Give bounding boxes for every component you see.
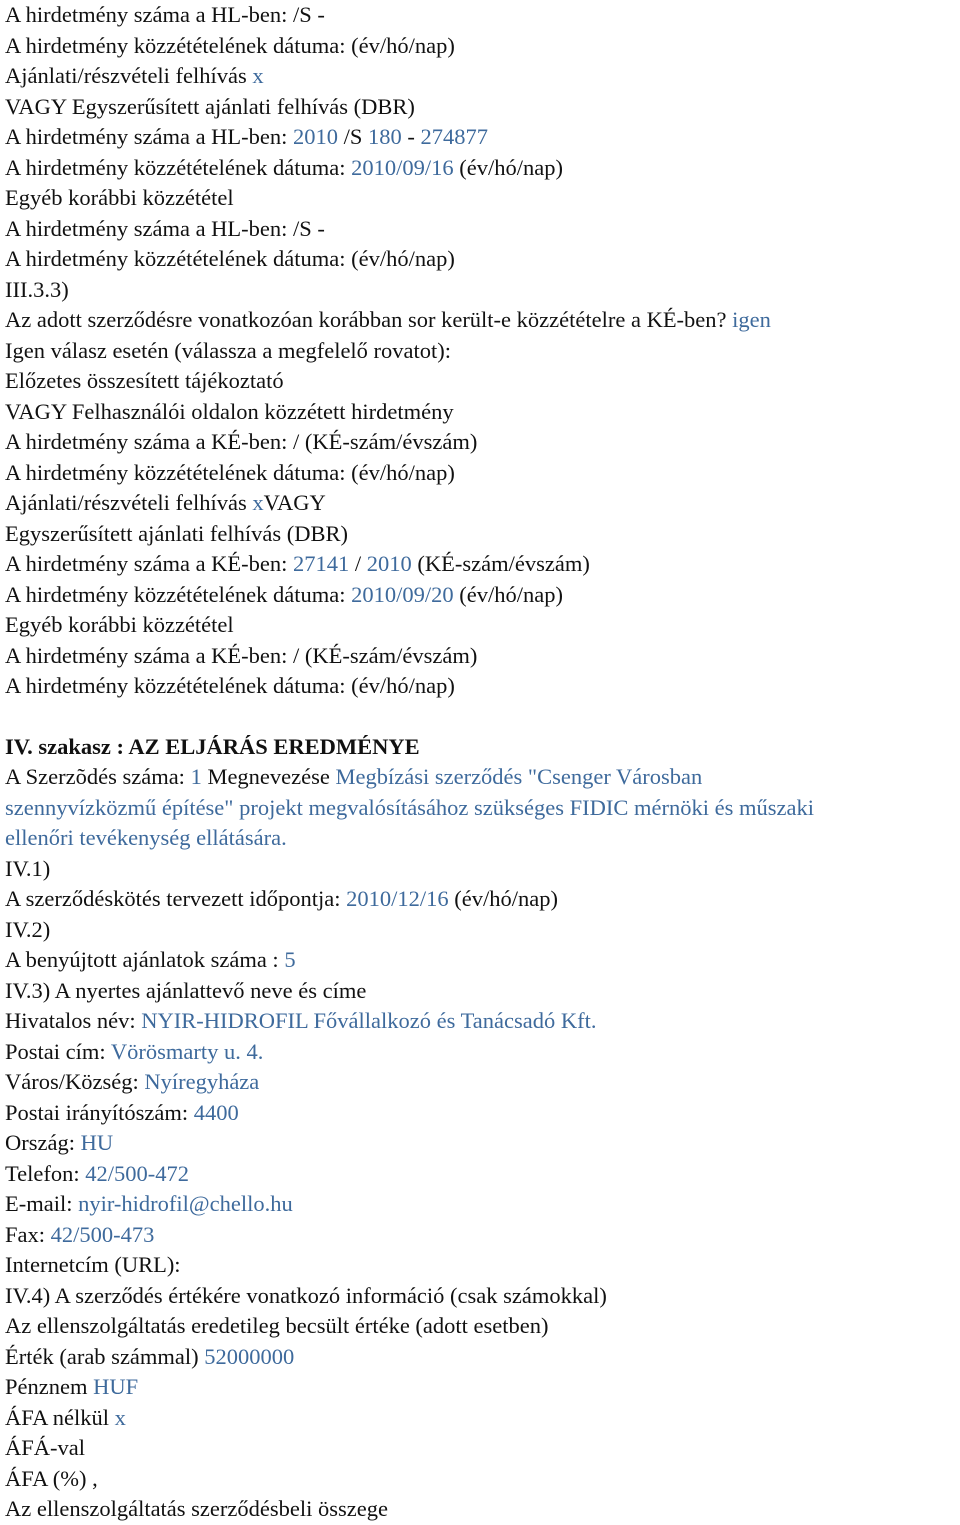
label-text: A hirdetmény száma a KÉ-ben: / (KÉ-szám/évszám) bbox=[5, 642, 478, 668]
label-text: Postai irányítószám: bbox=[5, 1099, 194, 1125]
field-value: 5 bbox=[284, 947, 296, 972]
label-text: Az ellenszolgáltatás eredetileg becsült értéke (adott esetben) bbox=[5, 1313, 549, 1338]
text-line bbox=[5, 549, 960, 580]
text-line bbox=[5, 671, 960, 702]
label-text: VAGY Egyszerűsített ajánlati felhívás (DBR) bbox=[5, 93, 415, 119]
label-text: A hirdetmény száma a HL-ben: /S - bbox=[5, 2, 325, 27]
text-line bbox=[5, 1464, 960, 1495]
field-value: HU bbox=[80, 1130, 114, 1155]
field-value: x bbox=[252, 63, 264, 88]
label-text: A hirdetmény közzétételének dátuma: bbox=[5, 154, 352, 180]
text-line bbox=[5, 366, 960, 397]
field-value: Nyíregyháza bbox=[144, 1069, 260, 1094]
text-line bbox=[5, 183, 960, 214]
section-heading: IV. szakasz : AZ ELJÁRÁS EREDMÉNYE bbox=[5, 733, 420, 759]
label-text: Postai cím: bbox=[5, 1038, 111, 1064]
label-text: Előzetes összesített tájékoztató bbox=[5, 368, 284, 393]
text-line bbox=[5, 1067, 960, 1098]
field-value: x bbox=[252, 490, 264, 515]
label-text: IV.3) A nyertes ajánlattevő neve és címe bbox=[5, 977, 367, 1003]
label-text: Megnevezése bbox=[201, 764, 336, 789]
label-text: (év/hó/nap) bbox=[453, 154, 563, 180]
text-line bbox=[5, 915, 960, 946]
field-value: 2010 bbox=[293, 124, 339, 149]
label-text: VAGY Felhasználói oldalon közzétett hirdetmény bbox=[5, 398, 454, 424]
text-line bbox=[5, 854, 960, 885]
text-line bbox=[5, 884, 960, 915]
text-line bbox=[5, 1403, 960, 1434]
label-text: Egyszerűsített ajánlati felhívás (DBR) bbox=[5, 520, 349, 546]
previous-publications-block bbox=[5, 0, 960, 702]
label-text: A hirdetmény közzétételének dátuma: (év/hó/nap) bbox=[5, 673, 455, 698]
label-text: (KÉ-szám/évszám) bbox=[411, 551, 590, 576]
field-value: 1 bbox=[190, 764, 202, 789]
label-text: E-mail: bbox=[5, 1191, 79, 1216]
text-line bbox=[5, 1189, 960, 1220]
label-text: / bbox=[349, 551, 367, 576]
label-text: A hirdetmény közzétételének dátuma: bbox=[5, 581, 352, 607]
text-line bbox=[5, 336, 960, 367]
text-line bbox=[5, 1037, 960, 1068]
text-line bbox=[5, 1281, 960, 1312]
text-line bbox=[5, 1128, 960, 1159]
field-value: 42/500-472 bbox=[85, 1160, 190, 1186]
label-text: A hirdetmény közzétételének dátuma: (év/hó/nap) bbox=[5, 32, 455, 58]
text-line bbox=[5, 1311, 960, 1342]
label-text: Egyéb korábbi közzététel bbox=[5, 612, 234, 637]
label-text: A hirdetmény száma a HL-ben: /S - bbox=[5, 215, 325, 241]
text-line bbox=[5, 397, 960, 428]
label-text: Az adott szerződésre vonatkozóan korábban sor került-e közzétételre a KÉ-ben? bbox=[5, 307, 733, 332]
label-text: A hirdetmény száma a KÉ-ben: bbox=[5, 551, 294, 576]
field-value: 2010/09/16 bbox=[351, 154, 454, 180]
text-line bbox=[5, 1098, 960, 1129]
label-text: ÁFÁ-val bbox=[5, 1435, 85, 1460]
field-value: igen bbox=[732, 307, 771, 332]
label-text: Internetcím (URL): bbox=[5, 1252, 181, 1277]
label-text: VAGY bbox=[263, 490, 326, 515]
label-text: Telefon: bbox=[5, 1160, 86, 1186]
text-line bbox=[5, 1494, 960, 1525]
label-text: IV.4) A szerződés értékére vonatkozó információ (csak számokkal) bbox=[5, 1282, 607, 1308]
procedure-result-block bbox=[5, 762, 960, 1525]
text-line bbox=[5, 244, 960, 275]
label-text: Pénznem bbox=[5, 1374, 94, 1399]
label-text: Város/Község: bbox=[5, 1069, 145, 1094]
text-line bbox=[5, 762, 960, 793]
text-line bbox=[5, 305, 960, 336]
label-text: A szerződéskötés tervezett időpontja: bbox=[5, 886, 347, 911]
text-line bbox=[5, 427, 960, 458]
field-value: Vörösmarty u. 4. bbox=[110, 1038, 264, 1064]
text-line bbox=[5, 1433, 960, 1464]
label-text: /S bbox=[338, 124, 369, 149]
field-value: 2010 bbox=[366, 551, 412, 576]
text-line bbox=[5, 641, 960, 672]
label-text: ÁFA nélkül bbox=[5, 1404, 115, 1430]
field-value: szennyvízközmű építése" projekt megvalósításához szükséges FIDIC mérnöki és műszaki bbox=[5, 794, 814, 820]
field-value: 274877 bbox=[420, 124, 489, 149]
label-text: Igen válasz esetén (válassza a megfelelő rovatot): bbox=[5, 337, 452, 363]
text-line bbox=[5, 61, 960, 92]
label-text: A hirdetmény közzétételének dátuma: (év/hó/nap) bbox=[5, 459, 455, 485]
label-text: (év/hó/nap) bbox=[448, 886, 558, 911]
field-value: 27141 bbox=[293, 551, 350, 576]
text-line bbox=[5, 275, 960, 306]
field-value: Megbízási szerződés "Csenger Városban bbox=[335, 764, 703, 789]
text-line bbox=[5, 92, 960, 123]
label-text: IV.2) bbox=[5, 916, 51, 942]
label-text: Hivatalos név: bbox=[5, 1008, 142, 1033]
label-text: A benyújtott ajánlatok száma : bbox=[5, 947, 285, 972]
text-line bbox=[5, 214, 960, 245]
label-text: Ajánlati/részvételi felhívás bbox=[5, 490, 253, 515]
field-value: nyir-hidrofil@chello.hu bbox=[78, 1191, 293, 1216]
field-value: 2010/12/16 bbox=[346, 886, 449, 911]
label-text: Érték (arab számmal) bbox=[5, 1343, 205, 1369]
label-text: ÁFA (%) , bbox=[5, 1465, 98, 1491]
label-text: (év/hó/nap) bbox=[453, 581, 563, 607]
label-text: Egyéb korábbi közzététel bbox=[5, 185, 234, 210]
text-line bbox=[5, 1372, 960, 1403]
text-line bbox=[5, 153, 960, 184]
text-line bbox=[5, 823, 960, 854]
field-value: 52000000 bbox=[204, 1343, 295, 1369]
text-line bbox=[5, 610, 960, 641]
text-line bbox=[5, 519, 960, 550]
label-text: IV.1) bbox=[5, 855, 51, 881]
label-text: A hirdetmény száma a KÉ-ben: / (KÉ-szám/évszám) bbox=[5, 429, 478, 454]
field-value: 4400 bbox=[193, 1099, 239, 1125]
section-gap bbox=[5, 702, 960, 732]
text-line bbox=[5, 1159, 960, 1190]
text-line bbox=[5, 122, 960, 153]
field-value: x bbox=[114, 1404, 126, 1430]
field-value: 42/500-473 bbox=[50, 1221, 155, 1247]
text-line bbox=[5, 488, 960, 519]
field-value: HUF bbox=[93, 1374, 139, 1399]
label-text: A hirdetmény közzétételének dátuma: (év/hó/nap) bbox=[5, 246, 455, 271]
text-line bbox=[5, 945, 960, 976]
text-line bbox=[5, 458, 960, 489]
text-line bbox=[5, 976, 960, 1007]
field-value: 180 bbox=[368, 124, 402, 149]
text-line bbox=[5, 1220, 960, 1251]
text-line bbox=[5, 0, 960, 31]
text-line bbox=[5, 1250, 960, 1281]
field-value: ellenőri tevékenység ellátására. bbox=[5, 825, 287, 850]
label-text: Fax: bbox=[5, 1221, 51, 1247]
text-line bbox=[5, 31, 960, 62]
label-text: Az ellenszolgáltatás szerződésbeli összege bbox=[5, 1496, 388, 1521]
text-line bbox=[5, 1006, 960, 1037]
text-line bbox=[5, 1342, 960, 1373]
label-text: III.3.3) bbox=[5, 276, 69, 302]
label-text: Ország: bbox=[5, 1130, 81, 1155]
label-text: Ajánlati/részvételi felhívás bbox=[5, 63, 253, 88]
label-text: - bbox=[401, 124, 421, 149]
field-value: 2010/09/20 bbox=[351, 581, 454, 607]
text-line bbox=[5, 580, 960, 611]
text-line bbox=[5, 793, 960, 824]
label-text: A hirdetmény száma a HL-ben: bbox=[5, 124, 294, 149]
label-text: A Szerzõdés száma: bbox=[5, 764, 191, 789]
field-value: NYIR-HIDROFIL Fővállalkozó és Tanácsadó Kft. bbox=[141, 1008, 597, 1033]
